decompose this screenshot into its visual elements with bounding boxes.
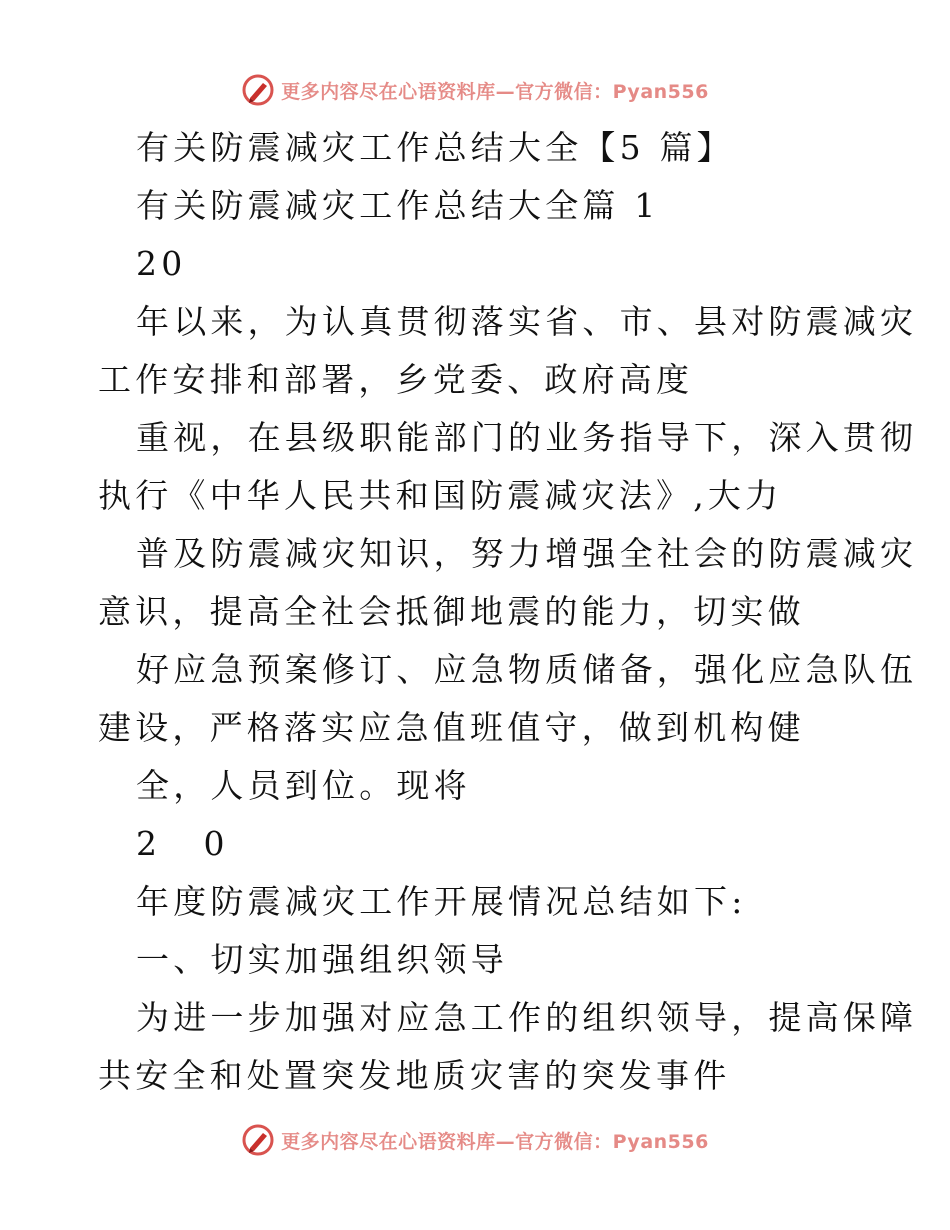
text-line: 为进一步加强对应急工作的组织领导，提高保障 bbox=[136, 998, 918, 1037]
text-line: 执行《中华人民共和国防震减灾法》,大力 bbox=[98, 476, 783, 515]
subsection-heading: 一、切实加强组织领导 bbox=[136, 940, 508, 979]
text-line: 好应急预案修订、应急物质储备，强化应急队伍 bbox=[136, 650, 918, 689]
pen-in-circle-icon bbox=[241, 1123, 275, 1157]
text-line: 年度防震减灾工作开展情况总结如下: bbox=[136, 882, 747, 921]
document-title: 有关防震减灾工作总结大全【5 篇】 bbox=[136, 128, 734, 167]
watermark-text: 更多内容尽在心语资料库—官方微信：Pyan556 bbox=[281, 1130, 709, 1153]
text-line: 重视，在县级职能部门的业务指导下，深入贯彻 bbox=[136, 418, 918, 457]
text-line: 年以来，为认真贯彻落实省、市、县对防震减灾 bbox=[136, 302, 918, 341]
pen-in-circle-icon bbox=[241, 73, 275, 107]
section-heading: 有关防震减灾工作总结大全篇 1 bbox=[136, 186, 660, 225]
text-line: 意识，提高全社会抵御地震的能力，切实做 bbox=[98, 592, 805, 631]
text-line: 工作安排和部署，乡党委、政府高度 bbox=[98, 360, 694, 399]
text-line: 全，人员到位。现将 bbox=[136, 766, 471, 805]
text-line: 20 bbox=[136, 244, 187, 283]
text-line: 普及防震减灾知识，努力增强全社会的防震减灾 bbox=[136, 534, 918, 573]
text-line: 建设，严格落实应急值班值守，做到机构健 bbox=[98, 708, 805, 747]
text-line: 2 0 bbox=[136, 824, 243, 863]
header-watermark bbox=[0, 70, 950, 110]
text-line: 共安全和处置突发地质灾害的突发事件 bbox=[98, 1056, 731, 1095]
footer-watermark bbox=[0, 1120, 950, 1160]
watermark-text: 更多内容尽在心语资料库—官方微信：Pyan556 bbox=[281, 80, 709, 103]
